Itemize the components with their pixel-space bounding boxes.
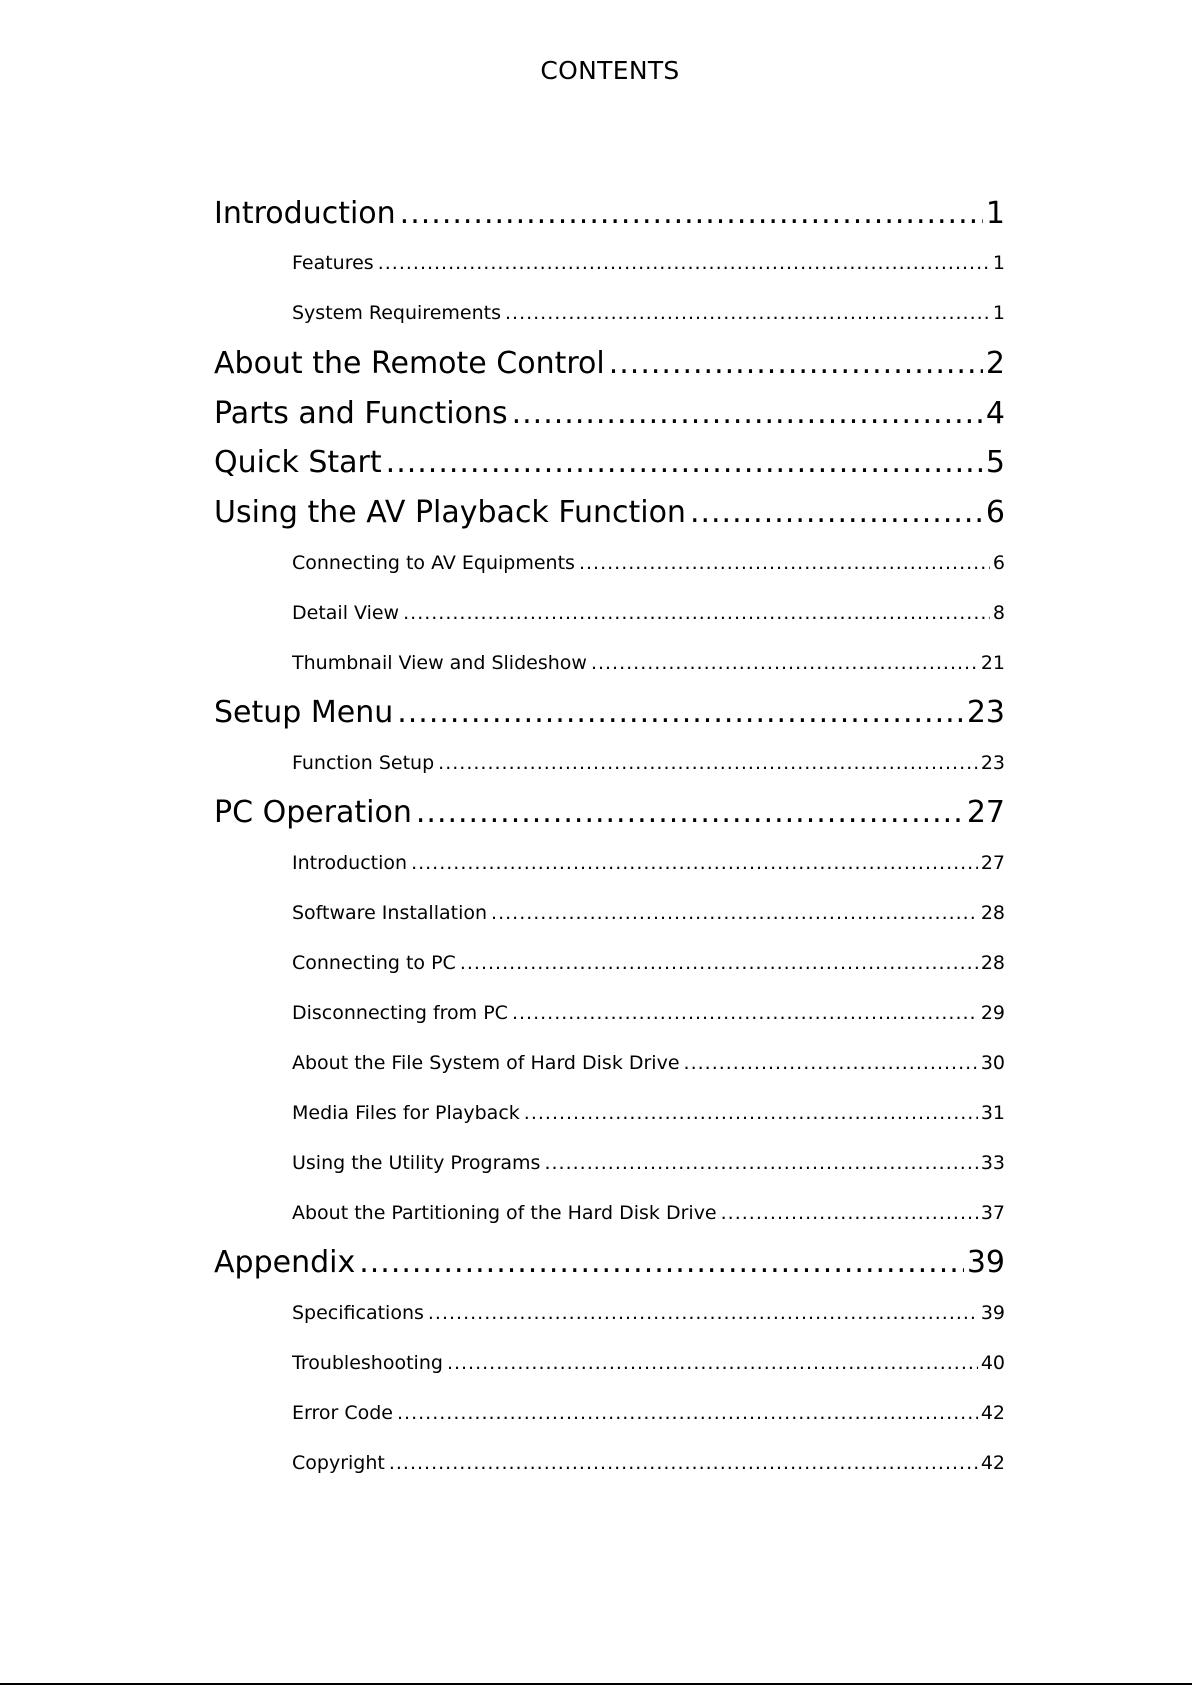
toc-entry-page: 6: [985, 495, 1005, 530]
toc-entry-page: 2: [985, 346, 1005, 381]
toc-entry[interactable]: [292, 1050, 1005, 1076]
dot-leader: [403, 600, 990, 626]
toc-entry-label: About the File System of Hard Disk Drive: [292, 1052, 680, 1074]
toc-entry-label: Copyright: [292, 1452, 385, 1474]
toc-entry-label: Quick Start: [214, 445, 382, 480]
toc-entry[interactable]: [292, 1400, 1005, 1426]
toc-entry-label: Disconnecting from PC: [292, 1002, 508, 1024]
toc-entry[interactable]: [214, 793, 1005, 833]
dot-leader: [690, 493, 983, 533]
toc-entry-label: Connecting to AV Equipments: [292, 552, 575, 574]
toc-entry[interactable]: [214, 493, 1005, 533]
toc-entry-page: 39: [980, 1302, 1005, 1324]
dot-leader: [524, 1100, 978, 1126]
toc-entry[interactable]: [292, 850, 1005, 876]
toc-entry-label: Function Setup: [292, 752, 435, 774]
dot-leader: [684, 1050, 978, 1076]
toc-entry[interactable]: [292, 1150, 1005, 1176]
toc-entry-page: 37: [980, 1202, 1005, 1224]
toc-entry[interactable]: [292, 1200, 1005, 1226]
toc-entry-label: Connecting to PC: [292, 952, 456, 974]
dot-leader: [389, 1450, 978, 1476]
toc-entry[interactable]: [292, 1000, 1005, 1026]
dot-leader: [447, 1350, 978, 1376]
toc-entry-label: PC Operation: [214, 795, 412, 830]
toc-entry[interactable]: [214, 394, 1005, 434]
dot-leader: [591, 650, 978, 676]
dot-leader: [579, 550, 990, 576]
toc-entry-label: About the Remote Control: [214, 346, 605, 381]
dot-leader: [505, 300, 990, 326]
dot-leader: [491, 900, 978, 926]
toc-entry[interactable]: [292, 750, 1005, 776]
toc-entry[interactable]: [214, 693, 1005, 733]
toc-entry-label: Introduction: [214, 196, 396, 231]
toc-entry-label: Thumbnail View and Slideshow: [292, 652, 587, 674]
dot-leader: [428, 1300, 978, 1326]
dot-leader: [359, 1243, 964, 1283]
dot-leader: [386, 443, 983, 483]
toc-entry-page: 42: [980, 1452, 1005, 1474]
dot-leader: [397, 1400, 978, 1426]
toc-entry-label: Using the Utility Programs: [292, 1152, 541, 1174]
toc-entry-label: Setup Menu: [214, 695, 394, 730]
toc-entry-label: Appendix: [214, 1245, 356, 1280]
dot-leader: [460, 950, 978, 976]
toc-entry-page: 1: [985, 196, 1005, 231]
toc-entry-page: 5: [985, 445, 1005, 480]
toc-entry-label: Introduction: [292, 852, 408, 874]
toc-entry-page: 27: [980, 852, 1005, 874]
toc-entry[interactable]: [214, 194, 1005, 234]
toc-entry[interactable]: [292, 1350, 1005, 1376]
toc-entry-label: Detail View: [292, 602, 400, 624]
toc-entry-label: Using the AV Playback Function: [214, 495, 686, 530]
toc-entry-page: 8: [992, 602, 1005, 624]
toc-entry-label: Software Installation: [292, 902, 488, 924]
toc-entry[interactable]: [292, 950, 1005, 976]
toc-entry-page: 29: [980, 1002, 1005, 1024]
toc-entry-label: System Requirements: [292, 302, 501, 324]
toc-entry-page: 39: [966, 1245, 1005, 1280]
toc-entry-label: Parts and Functions: [214, 396, 508, 431]
toc-entry[interactable]: [292, 550, 1005, 576]
toc-entry-page: 27: [966, 795, 1005, 830]
toc-entry-page: 6: [992, 552, 1005, 574]
toc-entry-label: Error Code: [292, 1402, 393, 1424]
toc-entry[interactable]: [292, 300, 1005, 326]
toc-entry-page: 33: [980, 1152, 1005, 1174]
toc-entry-page: 40: [980, 1352, 1005, 1374]
toc-entry-label: About the Partitioning of the Hard Disk Drive: [292, 1202, 717, 1224]
toc-entry-page: 1: [992, 252, 1005, 274]
toc-entry-page: 28: [980, 902, 1005, 924]
toc-entry[interactable]: [214, 344, 1005, 384]
toc-entry[interactable]: [292, 250, 1005, 276]
toc-entry-label: Media Files for Playback: [292, 1102, 520, 1124]
toc-entry-page: 30: [980, 1052, 1005, 1074]
dot-leader: [411, 850, 978, 876]
toc-entry-label: Specifications: [292, 1302, 424, 1324]
dot-leader: [721, 1200, 978, 1226]
dot-leader: [512, 394, 983, 434]
toc-entry[interactable]: [292, 1100, 1005, 1126]
toc-entry-page: 4: [985, 396, 1005, 431]
toc-entry[interactable]: [292, 600, 1005, 626]
toc-entry[interactable]: [292, 650, 1005, 676]
dot-leader: [609, 344, 983, 384]
toc-entry-page: 21: [980, 652, 1005, 674]
dot-leader: [512, 1000, 978, 1026]
toc-entry-page: 28: [980, 952, 1005, 974]
toc-entry[interactable]: [214, 1243, 1005, 1283]
toc-entry-label: Troubleshooting: [292, 1352, 443, 1374]
dot-leader: [416, 793, 964, 833]
toc-entry[interactable]: [292, 1450, 1005, 1476]
dot-leader: [438, 750, 978, 776]
toc-entry-page: 42: [980, 1402, 1005, 1424]
toc-entry-page: 1: [992, 302, 1005, 324]
toc-entry-page: 23: [966, 695, 1005, 730]
dot-leader: [400, 194, 983, 234]
toc-entry-page: 23: [980, 752, 1005, 774]
dot-leader: [378, 250, 990, 276]
page-title: CONTENTS: [540, 56, 680, 85]
toc-entry[interactable]: [214, 443, 1005, 483]
toc-entry[interactable]: [292, 1300, 1005, 1326]
toc-entry[interactable]: [292, 900, 1005, 926]
dot-leader: [397, 693, 964, 733]
toc-entry-label: Features: [292, 252, 374, 274]
dot-leader: [544, 1150, 977, 1176]
toc-entry-page: 31: [980, 1102, 1005, 1124]
